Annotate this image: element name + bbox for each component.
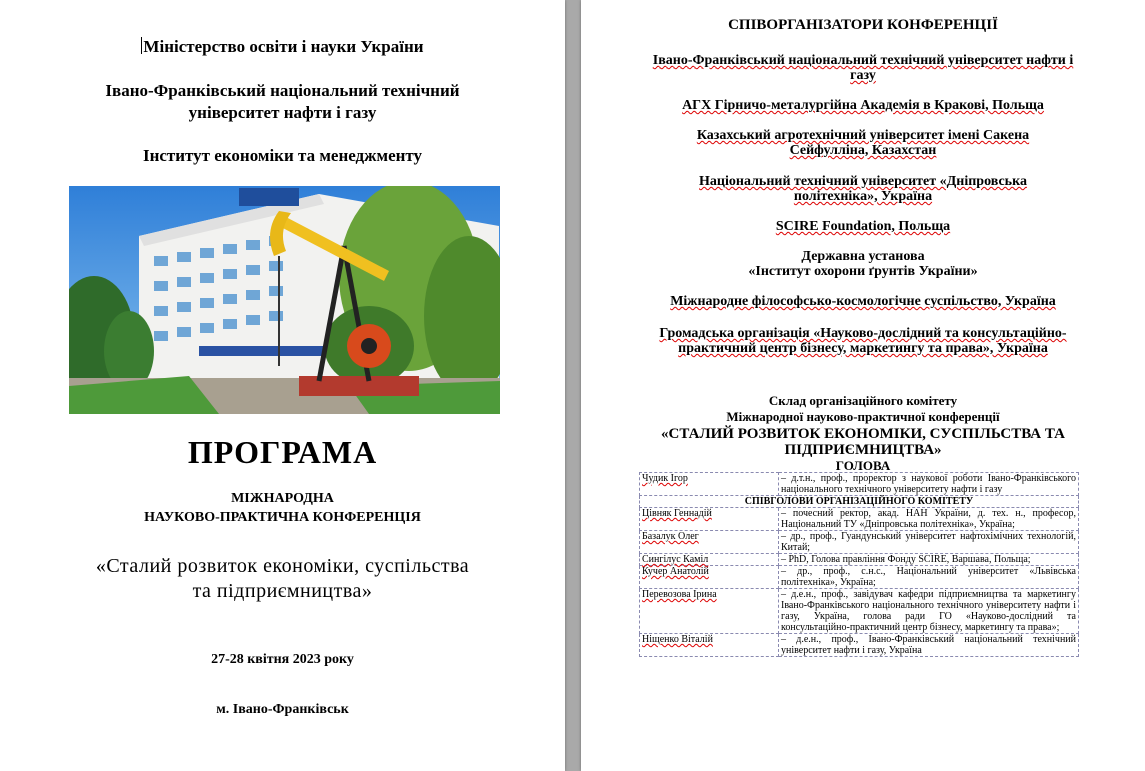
member-name: Чудик Ігор (640, 473, 779, 496)
institute-line: Інститут економіки та менеджменту (142, 146, 423, 165)
university-line-2: університет нафти і газу (188, 103, 377, 122)
org-item: Казахський агротехнічний університет імені Сакена Сейфулліна, Казахстан (696, 128, 1030, 158)
table-row (640, 531, 1079, 554)
member-name: Цівняк Геннадій (640, 508, 779, 531)
org-item: Національний технічний університет «Дніпровська політехніка», Україна (699, 174, 1027, 204)
member-description: – PhD, Голова правління Фонду SCIRE, Варшава, Польща; (779, 554, 1079, 566)
table-row (640, 566, 1079, 589)
subtitle-line-2: НАУКОВО-ПРАКТИЧНА КОНФЕРЕНЦІЯ (144, 510, 421, 525)
ministry-line (0, 36, 565, 57)
committee-title-line-2: Міжнародної науково-практичної конференції (726, 409, 1000, 424)
member-name: Сингілус Каміл (640, 554, 779, 566)
document-page-left (0, 0, 565, 771)
member-description: – почесний ректор, акад. НАН України, д. тех. н., професор, Національний ТУ «Дніпровська політехніка», Україна; (779, 508, 1079, 531)
member-description: – д.е.н., проф., завідувач кафедри підприємництва та маркетингу Івано-Франківського національного технічного університету нафти і газу, Україна, голова ради ГО «Науково-дослідний та консультаційно-практичний центр бізнесу, маркетингу та права»; (779, 589, 1079, 634)
program-title: ПРОГРАМА (187, 434, 378, 470)
member-name: Кучер Анатолій (640, 566, 779, 589)
org-item: Громадська організація «Науково-дослідний та консультаційно-практичний центр бізнесу, маркетингу та права», Україна (659, 326, 1067, 356)
committee-table (639, 472, 1079, 657)
org-item: SCIRE Foundation, Польща (775, 219, 951, 234)
co-organizers-title: СПІВОРГАНІЗАТОРИ КОНФЕРЕНЦІЇ (728, 17, 998, 33)
member-description: – д.е.н., проф., Івано-Франківський національний технічний університет нафти і газу, Україна (779, 634, 1079, 657)
ministry-text: Міністерство освіти і науки України (143, 37, 424, 56)
conference-name-line-1: «Сталий розвиток економіки, суспільства (95, 555, 470, 577)
conference-city: м. Івано-Франківськ (216, 702, 349, 717)
member-name: Ніщенко Віталій (640, 634, 779, 657)
subtitle-line-1: МІЖНАРОДНА (231, 491, 334, 506)
cochairs-section-label: СПІВГОЛОВИ ОРГАНІЗАЦІЙНОГО КОМІТЕТУ (640, 496, 1079, 508)
org-item: Міжнародне філософсько-космологічне суспільство, Україна (670, 294, 1056, 309)
university-line-1: Івано-Франківський національний технічний (105, 81, 460, 100)
org-item: Державна установа (801, 249, 925, 264)
table-row (640, 634, 1079, 657)
org-item: АГХ Гірничо-металургійна Академія в Кракові, Польща (682, 98, 1044, 113)
org-item: Івано-Франківський національний технічний університет нафти і газу (652, 53, 1074, 83)
table-row (640, 508, 1079, 531)
org-item: «Інститут охорони ґрунтів України» (748, 264, 978, 279)
table-row (640, 473, 1079, 496)
member-description: – др., проф., с.н.с., Національний університет «Львівська політехніка», Україна; (779, 566, 1079, 589)
document-page-right (581, 0, 1145, 771)
conference-name-caps-line-1: «СТАЛИЙ РОЗВИТОК ЕКОНОМІКИ, СУСПІЛЬСТВА ТА (661, 426, 1065, 442)
conference-name-line-2: та підприємництва» (192, 580, 373, 602)
member-description: – д.т.н., проф., проректор з наукової роботи Івано-Франківського національного технічного університету нафти і газу (779, 473, 1079, 496)
university-campus-photo (69, 186, 500, 414)
member-name: Базалук Олег (640, 531, 779, 554)
table-row (640, 554, 1079, 566)
member-name: Перевозова Ірина (640, 589, 779, 634)
committee-title-line-1: Склад організаційного комітету (768, 393, 958, 408)
member-description: – др., проф., Гуандунський університет нафтохімічних технологій, Китай; (779, 531, 1079, 554)
head-label: ГОЛОВА (835, 458, 891, 473)
conference-name-caps-line-2: ПІДПРИЄМНИЦТВА» (784, 442, 942, 458)
conference-date: 27-28 квітня 2023 року (211, 652, 354, 667)
table-row (640, 496, 1079, 508)
table-row (640, 589, 1079, 634)
